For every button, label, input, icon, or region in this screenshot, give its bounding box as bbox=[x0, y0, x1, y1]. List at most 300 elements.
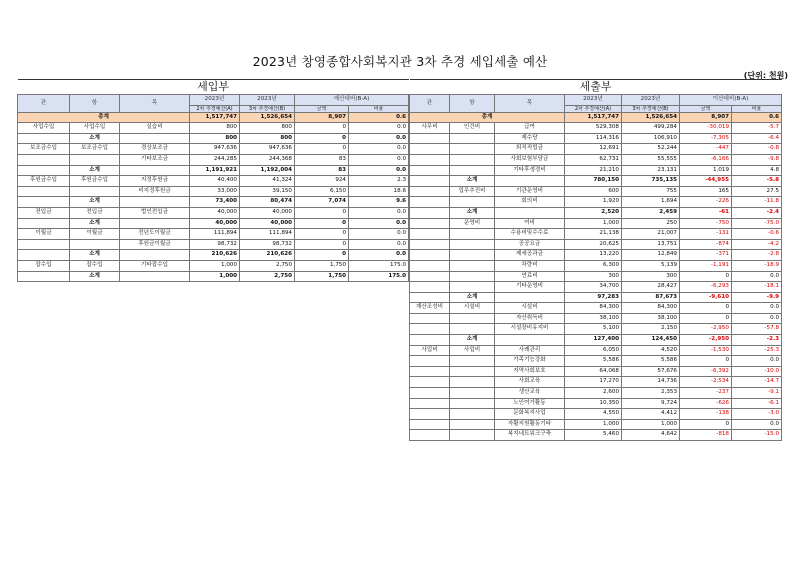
hang-cell: 인건비 bbox=[450, 123, 495, 134]
mok-cell bbox=[495, 176, 565, 187]
subtotal-row bbox=[18, 165, 409, 176]
cur-cell: 244,368 bbox=[240, 154, 295, 165]
subtotal-row bbox=[18, 271, 409, 282]
amount-cell: -131 bbox=[680, 229, 732, 240]
gwan-cell bbox=[18, 239, 70, 250]
table-row bbox=[410, 377, 782, 388]
gwan-cell bbox=[410, 398, 450, 409]
mok-cell: 기관운영비 bbox=[495, 186, 565, 197]
cur-cell: 41,324 bbox=[240, 176, 295, 187]
mok-cell: 퇴직적립금 bbox=[495, 144, 565, 155]
ratio-cell: -9.1 bbox=[732, 388, 782, 399]
amount-cell: -138 bbox=[680, 409, 732, 420]
ratio-cell: -11.8 bbox=[732, 197, 782, 208]
gwan-cell bbox=[18, 186, 70, 197]
table-row bbox=[410, 345, 782, 356]
cur-cell: 21,007 bbox=[622, 229, 680, 240]
ratio-cell: 27.5 bbox=[732, 186, 782, 197]
mok-cell: 수용비및수수료 bbox=[495, 229, 565, 240]
amount-cell: 0 bbox=[295, 133, 349, 144]
cur-cell: 1,694 bbox=[622, 197, 680, 208]
subtotal-row bbox=[410, 335, 782, 346]
gwan-cell bbox=[18, 271, 70, 282]
amount-cell: 924 bbox=[295, 176, 349, 187]
prev-cell: 10,350 bbox=[565, 398, 622, 409]
amount-cell: 0 bbox=[295, 144, 349, 155]
ratio-cell: -2.3 bbox=[732, 335, 782, 346]
mok-cell: 전년도이월금 bbox=[120, 229, 190, 240]
ratio-cell: 0.0 bbox=[732, 356, 782, 367]
total-label: 총계 bbox=[410, 112, 565, 123]
prev-cell: 33,000 bbox=[190, 186, 240, 197]
section-row bbox=[410, 80, 782, 95]
ratio-cell: 9.6 bbox=[349, 197, 409, 208]
section-row bbox=[18, 80, 409, 95]
gwan-cell bbox=[410, 430, 450, 441]
amount-cell: 0 bbox=[680, 419, 732, 430]
header-row bbox=[18, 95, 409, 106]
prev-cell: 800 bbox=[190, 133, 240, 144]
hang-cell bbox=[450, 165, 495, 176]
cur-cell: 39,150 bbox=[240, 186, 295, 197]
amount-cell: -6,166 bbox=[680, 154, 732, 165]
hang-cell bbox=[450, 250, 495, 261]
cur-cell: 250 bbox=[622, 218, 680, 229]
gwan-cell bbox=[410, 239, 450, 250]
table-row bbox=[410, 282, 782, 293]
gwan-cell bbox=[18, 218, 70, 229]
gwan-cell bbox=[410, 335, 450, 346]
hang-cell: 사업비 bbox=[450, 345, 495, 356]
cur-cell: 2,353 bbox=[622, 388, 680, 399]
cur-cell: 28,427 bbox=[622, 282, 680, 293]
ratio-cell: -14.7 bbox=[732, 377, 782, 388]
subtotal-row bbox=[18, 218, 409, 229]
cur-cell: 2,750 bbox=[240, 271, 295, 282]
amount-cell: -626 bbox=[680, 398, 732, 409]
amount-cell: -371 bbox=[680, 250, 732, 261]
prev-cell: 5,586 bbox=[565, 356, 622, 367]
subtotal-row bbox=[410, 292, 782, 303]
hang-cell bbox=[450, 271, 495, 282]
gwan-cell bbox=[410, 154, 450, 165]
hang-cell bbox=[450, 260, 495, 271]
gwan-cell: 보조금수입 bbox=[18, 144, 70, 155]
total-ratio: 0.6 bbox=[349, 112, 409, 123]
prev-cell: 40,000 bbox=[190, 218, 240, 229]
mok-cell: 제수당 bbox=[495, 133, 565, 144]
gwan-cell bbox=[410, 229, 450, 240]
mok-cell: 회의비 bbox=[495, 197, 565, 208]
total-row bbox=[410, 112, 782, 123]
gwan-cell bbox=[410, 282, 450, 293]
amount-cell: -237 bbox=[680, 388, 732, 399]
prev-cell: 1,000 bbox=[190, 260, 240, 271]
expense-table bbox=[409, 79, 782, 441]
hang-cell: 잡수입 bbox=[70, 260, 120, 271]
mok-cell: 기타운영비 bbox=[495, 282, 565, 293]
table-row bbox=[410, 313, 782, 324]
table-row bbox=[18, 154, 409, 165]
table-row bbox=[410, 303, 782, 314]
hang-cell bbox=[450, 430, 495, 441]
gwan-cell bbox=[410, 197, 450, 208]
unit-label: (단위: 천원) bbox=[743, 71, 788, 80]
ratio-cell: 0.0 bbox=[349, 123, 409, 134]
table-row bbox=[18, 229, 409, 240]
prev-cell: 5,100 bbox=[565, 324, 622, 335]
amount-cell: -750 bbox=[680, 218, 732, 229]
mok-cell: 기타잡수입 bbox=[120, 260, 190, 271]
prev-cell: 84,300 bbox=[565, 303, 622, 314]
table-row bbox=[18, 239, 409, 250]
amount-cell: 0 bbox=[295, 207, 349, 218]
prev-cell: 73,400 bbox=[190, 197, 240, 208]
gwan-cell bbox=[410, 218, 450, 229]
cur-cell: 2,459 bbox=[622, 207, 680, 218]
ratio-cell: -6.4 bbox=[732, 133, 782, 144]
gwan-cell bbox=[18, 154, 70, 165]
hang-cell: 소계 bbox=[70, 197, 120, 208]
hang-cell bbox=[70, 186, 120, 197]
table-row bbox=[410, 271, 782, 282]
hang-cell: 소계 bbox=[450, 335, 495, 346]
mok-cell: 자산취득비 bbox=[495, 313, 565, 324]
amount-cell: -6,293 bbox=[680, 282, 732, 293]
table-row bbox=[410, 123, 782, 134]
gwan-cell: 잡수입 bbox=[18, 260, 70, 271]
cur-cell: 40,000 bbox=[240, 207, 295, 218]
total-prev: 1,517,747 bbox=[565, 112, 622, 123]
hang-cell bbox=[450, 409, 495, 420]
total-cur: 1,526,654 bbox=[240, 112, 295, 123]
cur-cell: 1,192,004 bbox=[240, 165, 295, 176]
amount-cell: 0 bbox=[680, 356, 732, 367]
gwan-cell bbox=[410, 271, 450, 282]
mok-cell: 기타후생경비 bbox=[495, 165, 565, 176]
amount-cell: -44,955 bbox=[680, 176, 732, 187]
col-prev-year: 2023년 bbox=[190, 95, 240, 106]
hang-cell: 보조금수입 bbox=[70, 144, 120, 155]
ratio-cell: -15.0 bbox=[732, 430, 782, 441]
gwan-cell: 전입금 bbox=[18, 207, 70, 218]
prev-cell: 40,000 bbox=[190, 207, 240, 218]
hang-cell bbox=[450, 356, 495, 367]
mok-cell: 사회보험부담금 bbox=[495, 154, 565, 165]
hang-cell bbox=[70, 154, 120, 165]
cur-cell: 800 bbox=[240, 133, 295, 144]
col-ratio: 비율 bbox=[732, 105, 782, 112]
col-hang: 항 bbox=[450, 95, 495, 113]
hang-cell: 소계 bbox=[70, 271, 120, 282]
table-row bbox=[410, 197, 782, 208]
table-row bbox=[410, 356, 782, 367]
hang-cell bbox=[450, 133, 495, 144]
gwan-cell bbox=[410, 292, 450, 303]
hang-cell: 전입금 bbox=[70, 207, 120, 218]
gwan-cell bbox=[410, 419, 450, 430]
hang-cell bbox=[450, 197, 495, 208]
hang-cell: 운영비 bbox=[450, 218, 495, 229]
gwan-cell bbox=[410, 250, 450, 261]
mok-cell: 기타보조금 bbox=[120, 154, 190, 165]
prev-cell: 300 bbox=[565, 271, 622, 282]
col-amount: 금액 bbox=[295, 105, 349, 112]
mok-cell bbox=[495, 292, 565, 303]
gwan-cell bbox=[410, 260, 450, 271]
ratio-cell: -18.1 bbox=[732, 282, 782, 293]
prev-cell: 1,920 bbox=[565, 197, 622, 208]
subtotal-row bbox=[18, 197, 409, 208]
prev-cell: 127,400 bbox=[565, 335, 622, 346]
cur-cell: 12,849 bbox=[622, 250, 680, 261]
income-table bbox=[17, 79, 409, 282]
col-mok: 목 bbox=[495, 95, 565, 113]
col-gwan: 관 bbox=[18, 95, 70, 113]
ratio-cell: 0.0 bbox=[349, 133, 409, 144]
prev-cell: 17,270 bbox=[565, 377, 622, 388]
prev-cell: 97,283 bbox=[565, 292, 622, 303]
gwan-cell bbox=[410, 366, 450, 377]
amount-cell: -226 bbox=[680, 197, 732, 208]
prev-cell: 62,731 bbox=[565, 154, 622, 165]
mok-cell: 사회교육 bbox=[495, 377, 565, 388]
ratio-cell: -0.6 bbox=[732, 229, 782, 240]
hang-cell: 소계 bbox=[70, 218, 120, 229]
ratio-cell: -57.8 bbox=[732, 324, 782, 335]
total-ratio: 0.6 bbox=[732, 112, 782, 123]
mok-cell bbox=[120, 271, 190, 282]
amount-cell: 6,150 bbox=[295, 186, 349, 197]
prev-cell: 210,626 bbox=[190, 250, 240, 261]
amount-cell: 1,750 bbox=[295, 260, 349, 271]
prev-cell: 114,316 bbox=[565, 133, 622, 144]
prev-cell: 1,000 bbox=[190, 271, 240, 282]
amount-cell: -6,392 bbox=[680, 366, 732, 377]
gwan-cell bbox=[410, 324, 450, 335]
gwan-cell: 후원금수입 bbox=[18, 176, 70, 187]
ratio-cell: -3.0 bbox=[732, 409, 782, 420]
cur-cell: 800 bbox=[240, 123, 295, 134]
gwan-cell bbox=[410, 133, 450, 144]
total-prev: 1,517,747 bbox=[190, 112, 240, 123]
ratio-cell: 0.0 bbox=[732, 419, 782, 430]
ratio-cell: -2.8 bbox=[732, 250, 782, 261]
col-cur-budget: 3차 추경예산(B) bbox=[240, 105, 295, 112]
cur-cell: 52,244 bbox=[622, 144, 680, 155]
hang-cell bbox=[450, 419, 495, 430]
table-row bbox=[410, 218, 782, 229]
prev-cell: 1,000 bbox=[565, 419, 622, 430]
col-prev-budget: 2차 추경예산(A) bbox=[565, 105, 622, 112]
mok-cell: 후원금이월금 bbox=[120, 239, 190, 250]
mok-cell: 공공요금 bbox=[495, 239, 565, 250]
col-mok: 목 bbox=[120, 95, 190, 113]
cur-cell: 4,412 bbox=[622, 409, 680, 420]
hang-cell bbox=[70, 239, 120, 250]
col-gwan: 관 bbox=[410, 95, 450, 113]
prev-cell: 21,210 bbox=[565, 165, 622, 176]
amount-cell: -447 bbox=[680, 144, 732, 155]
cur-cell: 55,555 bbox=[622, 154, 680, 165]
table-row bbox=[410, 250, 782, 261]
prev-cell: 34,700 bbox=[565, 282, 622, 293]
mok-cell: 실습비 bbox=[120, 123, 190, 134]
mok-cell: 경상보조금 bbox=[120, 144, 190, 155]
mok-cell: 급여 bbox=[495, 123, 565, 134]
subtotal-row bbox=[18, 133, 409, 144]
hang-cell: 소계 bbox=[450, 176, 495, 187]
prev-cell: 20,625 bbox=[565, 239, 622, 250]
col-diff: 이산대비(B-A) bbox=[680, 95, 782, 106]
cur-cell: 40,000 bbox=[240, 218, 295, 229]
prev-cell: 244,285 bbox=[190, 154, 240, 165]
prev-cell: 111,894 bbox=[190, 229, 240, 240]
amount-cell: 83 bbox=[295, 165, 349, 176]
ratio-cell: -5.7 bbox=[732, 123, 782, 134]
ratio-cell: -18.9 bbox=[732, 260, 782, 271]
table-row bbox=[410, 165, 782, 176]
prev-cell: 2,600 bbox=[565, 388, 622, 399]
amount-cell: 0 bbox=[680, 303, 732, 314]
gwan-cell bbox=[18, 165, 70, 176]
cur-cell: 5,586 bbox=[622, 356, 680, 367]
gwan-cell: 재산조성비 bbox=[410, 303, 450, 314]
amount-cell: 1,750 bbox=[295, 271, 349, 282]
cur-cell: 124,450 bbox=[622, 335, 680, 346]
table-row bbox=[18, 260, 409, 271]
mok-cell: 문화복지사업 bbox=[495, 409, 565, 420]
mok-cell bbox=[120, 250, 190, 261]
gwan-cell: 사무비 bbox=[410, 123, 450, 134]
prev-cell: 2,520 bbox=[565, 207, 622, 218]
cur-cell: 300 bbox=[622, 271, 680, 282]
hang-cell: 업무추진비 bbox=[450, 186, 495, 197]
mok-cell: 지역사회보호 bbox=[495, 366, 565, 377]
cur-cell: 755 bbox=[622, 186, 680, 197]
col-cur-year: 2023년 bbox=[240, 95, 295, 106]
col-prev-budget: 2차 추경예산(A) bbox=[190, 105, 240, 112]
prev-cell: 1,191,921 bbox=[190, 165, 240, 176]
prev-cell: 6,050 bbox=[565, 345, 622, 356]
prev-cell: 947,636 bbox=[190, 144, 240, 155]
subtotal-row bbox=[410, 176, 782, 187]
hang-cell bbox=[450, 144, 495, 155]
ratio-cell: 0.0 bbox=[349, 218, 409, 229]
cur-cell: 735,135 bbox=[622, 176, 680, 187]
prev-cell: 529,308 bbox=[565, 123, 622, 134]
section-title: 세입부 bbox=[18, 80, 409, 95]
amount-cell: -2,534 bbox=[680, 377, 732, 388]
hang-cell: 소계 bbox=[70, 133, 120, 144]
ratio-cell: 0.0 bbox=[349, 229, 409, 240]
cur-cell: 38,100 bbox=[622, 313, 680, 324]
gwan-cell bbox=[410, 388, 450, 399]
col-ratio: 비율 bbox=[349, 105, 409, 112]
hang-cell bbox=[450, 366, 495, 377]
ratio-cell: 0.0 bbox=[732, 313, 782, 324]
ratio-cell: 0.0 bbox=[349, 154, 409, 165]
amount-cell: -61 bbox=[680, 207, 732, 218]
cur-cell: 499,284 bbox=[622, 123, 680, 134]
table-row bbox=[410, 366, 782, 377]
cur-cell: 23,131 bbox=[622, 165, 680, 176]
ratio-cell: 4.8 bbox=[732, 165, 782, 176]
table-row bbox=[410, 324, 782, 335]
cur-cell: 4,520 bbox=[622, 345, 680, 356]
gwan-cell bbox=[410, 176, 450, 187]
header-row bbox=[410, 95, 782, 106]
total-amount: 8,907 bbox=[295, 112, 349, 123]
hang-cell bbox=[450, 377, 495, 388]
gwan-cell bbox=[18, 250, 70, 261]
amount-cell: 0 bbox=[295, 250, 349, 261]
ratio-cell: -2.4 bbox=[732, 207, 782, 218]
table-row bbox=[18, 176, 409, 187]
hang-cell: 소계 bbox=[450, 207, 495, 218]
mok-cell: 비지정후원금 bbox=[120, 186, 190, 197]
hang-cell: 소계 bbox=[450, 292, 495, 303]
prev-cell: 98,732 bbox=[190, 239, 240, 250]
hang-cell: 이월금 bbox=[70, 229, 120, 240]
cur-cell: 2,750 bbox=[240, 260, 295, 271]
mok-cell: 복지네트워크구축 bbox=[495, 430, 565, 441]
amount-cell: 1,019 bbox=[680, 165, 732, 176]
prev-cell: 13,220 bbox=[565, 250, 622, 261]
amount-cell: 83 bbox=[295, 154, 349, 165]
cur-cell: 98,732 bbox=[240, 239, 295, 250]
table-row bbox=[410, 388, 782, 399]
amount-cell: 165 bbox=[680, 186, 732, 197]
table-row bbox=[410, 186, 782, 197]
col-prev-year: 2023년 bbox=[565, 95, 622, 106]
hang-cell bbox=[450, 388, 495, 399]
ratio-cell: 175.0 bbox=[349, 271, 409, 282]
table-row bbox=[410, 144, 782, 155]
amount-cell: 0 bbox=[295, 239, 349, 250]
hang-cell bbox=[450, 324, 495, 335]
amount-cell: -30,019 bbox=[680, 123, 732, 134]
total-label: 총계 bbox=[18, 112, 190, 123]
mok-cell: 법인전입금 bbox=[120, 207, 190, 218]
amount-cell: 0 bbox=[295, 123, 349, 134]
amount-cell: 0 bbox=[680, 271, 732, 282]
cur-cell: 84,300 bbox=[622, 303, 680, 314]
ratio-cell: 175.0 bbox=[349, 260, 409, 271]
hang-cell bbox=[450, 398, 495, 409]
table-row bbox=[410, 229, 782, 240]
mok-cell bbox=[120, 197, 190, 208]
table-row bbox=[18, 207, 409, 218]
amount-cell: -1,191 bbox=[680, 260, 732, 271]
mok-cell bbox=[120, 165, 190, 176]
cur-cell: 947,636 bbox=[240, 144, 295, 155]
ratio-cell: -5.8 bbox=[732, 176, 782, 187]
mok-cell: 연료비 bbox=[495, 271, 565, 282]
gwan-cell bbox=[410, 165, 450, 176]
gwan-cell bbox=[18, 133, 70, 144]
ratio-cell: 18.6 bbox=[349, 186, 409, 197]
prev-cell: 780,150 bbox=[565, 176, 622, 187]
ratio-cell: 2.3 bbox=[349, 176, 409, 187]
table-row bbox=[18, 144, 409, 155]
ratio-cell: -75.0 bbox=[732, 218, 782, 229]
ratio-cell: -10.0 bbox=[732, 366, 782, 377]
gwan-cell bbox=[410, 207, 450, 218]
ratio-cell: -25.3 bbox=[732, 345, 782, 356]
prev-cell: 4,550 bbox=[565, 409, 622, 420]
mok-cell: 시설비 bbox=[495, 303, 565, 314]
